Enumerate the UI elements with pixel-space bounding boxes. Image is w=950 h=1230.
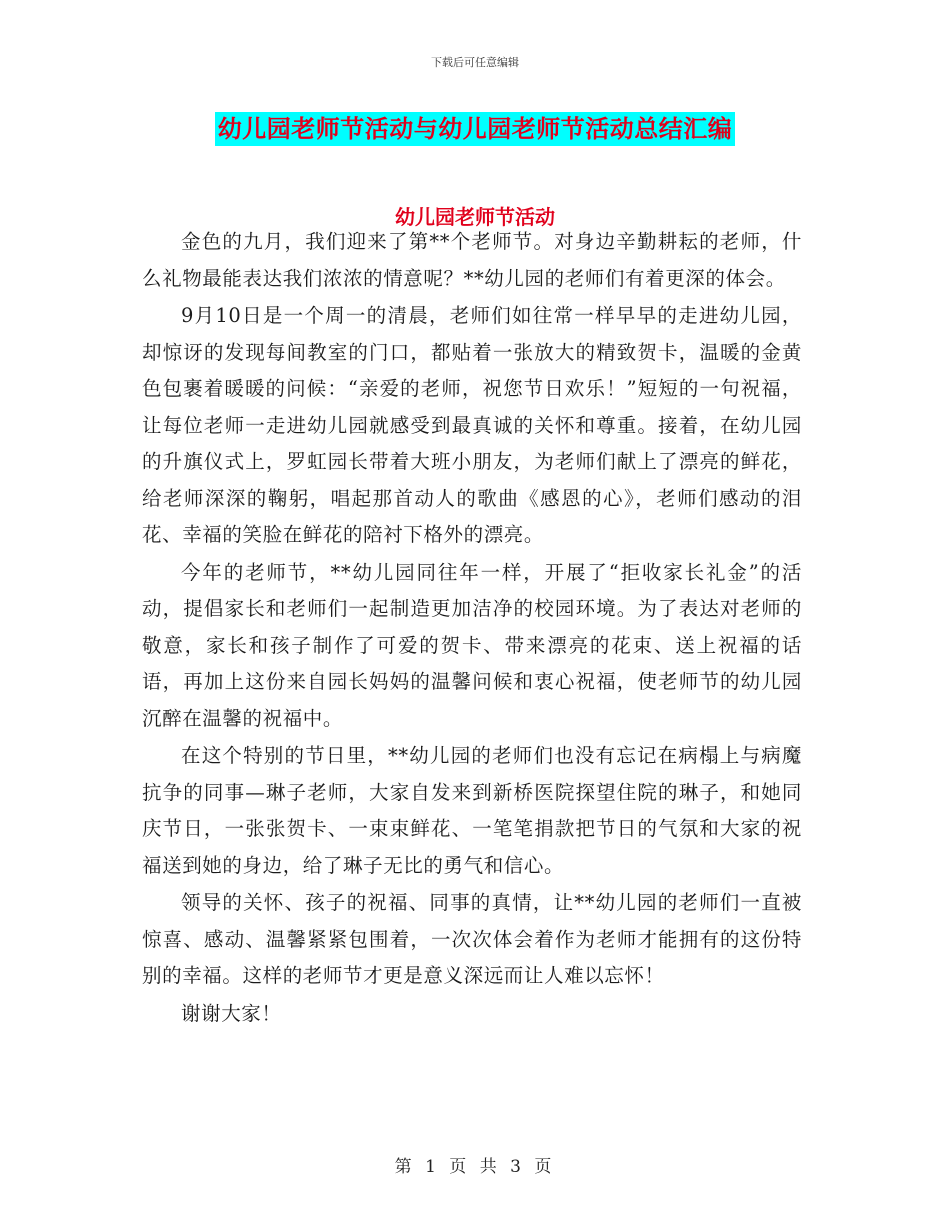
document-title-wrap (0, 112, 950, 146)
paragraph-closing: 谢谢大家！ (181, 1001, 282, 1025)
header-note: 下载后可任意编辑 (431, 56, 519, 69)
paragraph: 9月10日是一个周一的清晨，老师们如往常一样早早的走进幼儿园，却惊讶的发现每间教室的门口，都贴着一张放大的精致贺卡，温暖的金黄色包裹着暖暖的问候：“亲爱的老师，祝您节日欢乐！”短短的一句祝福，让每位老师一走进幼儿园就感受到最真诚的关怀和尊重。接着，在幼儿园的升旗仪式上，罗虹园长带着大班小朋友，为老师们献上了漂亮的鲜花，给老师深深的鞠躬，唱起那首动人的歌曲《感恩的心》，老师们感动的泪花、幸福的笑脸在鲜花的陪衬下格外的漂亮。 (142, 304, 802, 546)
paragraph: 领导的关怀、孩子的祝福、同事的真情，让**幼儿园的老师们一直被惊喜、感动、温馨紧紧包围着，一次次体会着作为老师才能拥有的这份特别的幸福。这样的老师节才更是意义深远而让人难以忘怀！ (142, 891, 802, 987)
paragraph: 在这个特别的节日里，**幼儿园的老师们也没有忘记在病榻上与病魔抗争的同事—琳子老师，大家自发来到新桥医院探望住院的琳子，和她同庆节日，一张张贺卡、一束束鲜花、一笔笔捐款把节日的气氛和大家的祝福送到她的身边，给了琳子无比的勇气和信心。 (142, 744, 802, 877)
paragraph: 金色的九月，我们迎来了第**个老师节。对身边辛勤耕耘的老师，什么礼物最能表达我们浓浓的情意呢？**幼儿园的老师们有着更深的体会。 (142, 230, 802, 290)
section-title: 幼儿园老师节活动 (395, 205, 555, 229)
paragraph: 今年的老师节，**幼儿园同往年一样，开展了“拒收家长礼金”的活动，提倡家长和老师们一起制造更加洁净的校园环境。为了表达对老师的敬意，家长和孩子制作了可爱的贺卡、带来漂亮的花束、送上祝福的话语，再加上这份来自园长妈妈的温馨问候和衷心祝福，使老师节的幼儿园沉醉在温馨的祝福中。 (142, 560, 802, 730)
document-title: 幼儿园老师节活动与幼儿园老师节活动总结汇编 (215, 112, 736, 146)
document-body (142, 224, 802, 1033)
page-number-footer: 第 1 页 共 3 页 (394, 1157, 556, 1177)
